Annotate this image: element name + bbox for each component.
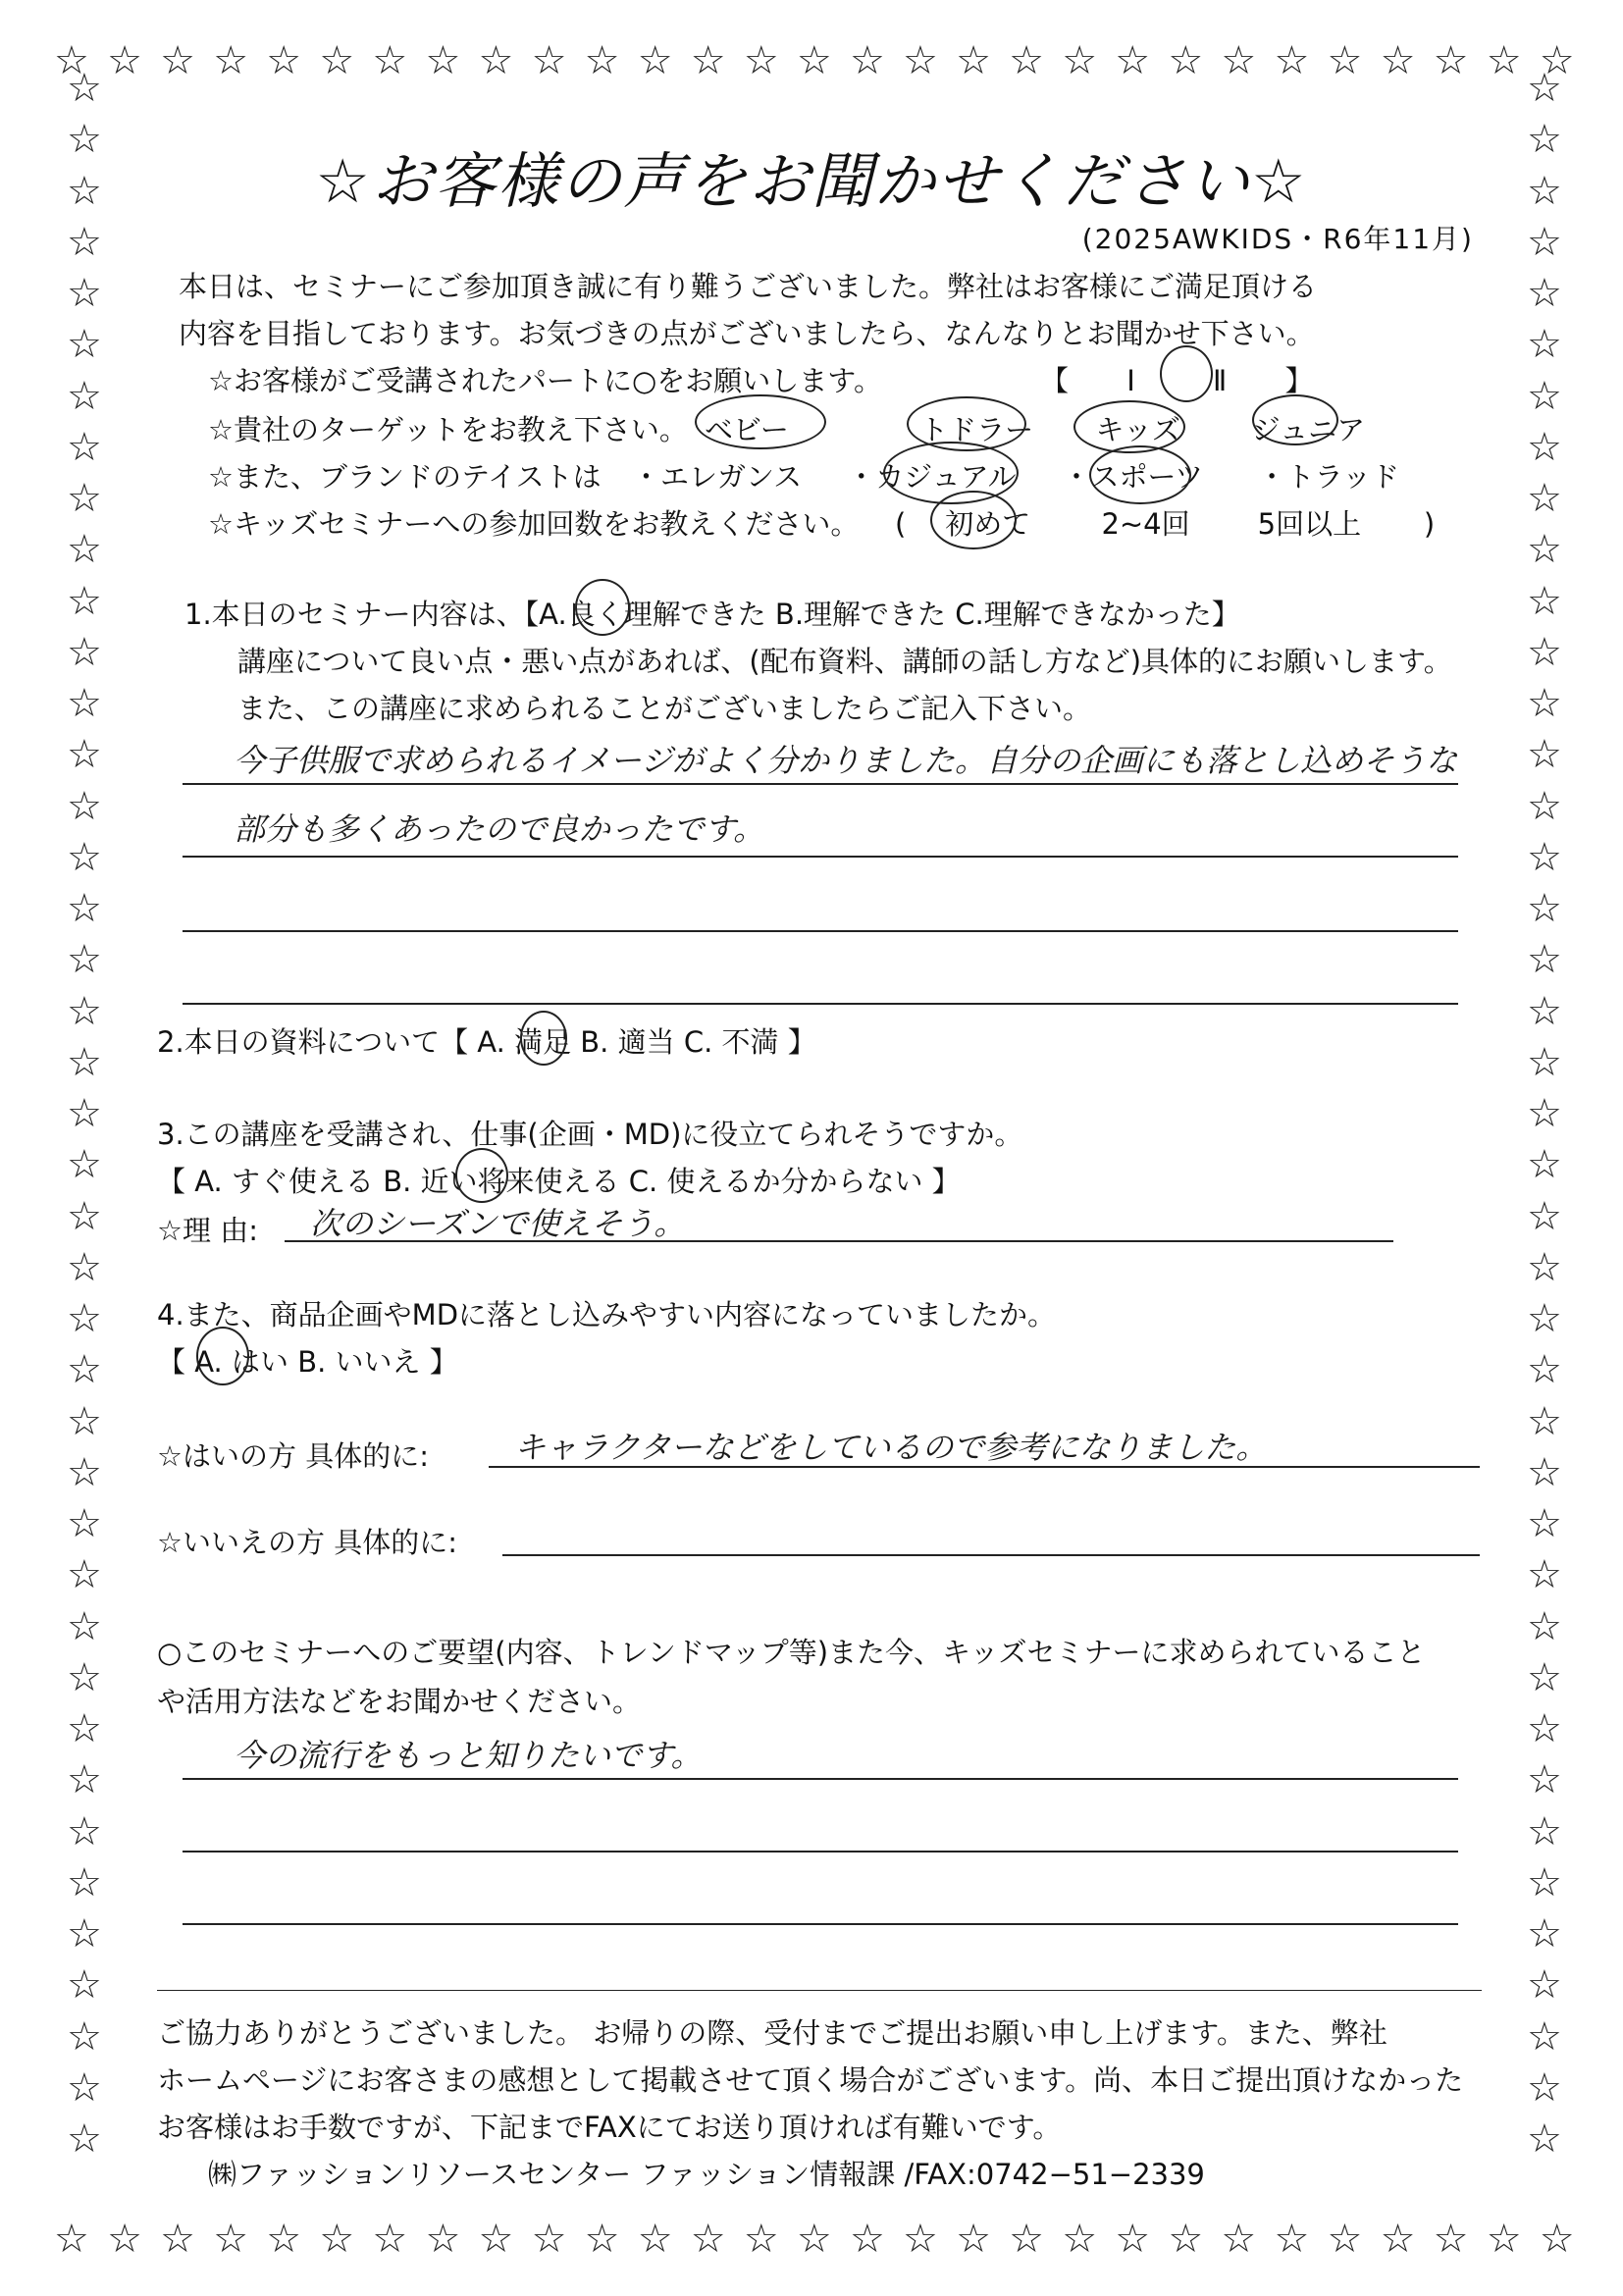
star-icon: ☆	[160, 2217, 195, 2262]
star-icon: ☆	[956, 2217, 991, 2262]
star-icon: ☆	[1327, 2217, 1363, 2262]
star-icon: ☆	[319, 2217, 355, 2262]
star-icon: ☆	[67, 1296, 102, 1341]
star-icon: ☆	[213, 38, 249, 83]
star-icon: ☆	[1527, 1808, 1562, 1854]
star-icon: ☆	[67, 2013, 102, 2060]
star-border-top	[54, 38, 1575, 83]
q1-line-2: 講座について良い点・悪い点があれば、(配布資料、講師の話し方など)具体的にお願いします。	[237, 645, 1452, 678]
selection-circle	[520, 1011, 567, 1066]
star-icon: ☆	[67, 578, 102, 624]
answer-line	[183, 1851, 1458, 1852]
star-icon: ☆	[67, 66, 102, 111]
star-icon: ☆	[743, 2217, 779, 2262]
star-icon: ☆	[1168, 2217, 1204, 2262]
selection-circle	[1252, 394, 1338, 445]
count-option-2-4[interactable]: 2~4回	[1101, 507, 1190, 541]
star-icon: ☆	[903, 2217, 938, 2262]
star-icon: ☆	[1539, 2217, 1575, 2262]
star-icon: ☆	[67, 322, 102, 368]
star-icon: ☆	[796, 2217, 832, 2262]
q3-question: 3.この講座を受講され、仕事(企画・MD)に役立てられそうですか。	[157, 1118, 1023, 1151]
answer-line	[183, 1003, 1458, 1005]
star-icon: ☆	[584, 2217, 620, 2262]
answer-line	[502, 1554, 1480, 1556]
star-icon: ☆	[67, 1706, 102, 1751]
star-icon: ☆	[1527, 1347, 1562, 1393]
star-icon: ☆	[67, 1654, 102, 1700]
q1-answer-1[interactable]: 今子供服で求められるイメージがよく分かりました。自分の企画にも落とし込めそうな	[234, 742, 1458, 779]
star-icon: ☆	[372, 2217, 408, 2262]
star-icon: ☆	[67, 629, 102, 675]
star-icon: ☆	[1380, 2217, 1416, 2262]
star-icon: ☆	[1527, 1654, 1562, 1700]
star-icon: ☆	[67, 834, 102, 880]
star-icon: ☆	[67, 1911, 102, 1957]
star-icon: ☆	[425, 38, 461, 83]
star-icon: ☆	[849, 38, 885, 83]
star-icon: ☆	[1527, 527, 1562, 573]
footer-line-3: お客様はお手数ですが、下記までFAXにてお送り頂ければ有難いです。	[157, 2111, 1062, 2144]
star-border-left	[67, 66, 102, 2162]
star-border-bottom	[54, 2217, 1575, 2262]
star-icon: ☆	[1527, 783, 1562, 829]
star-icon: ☆	[1221, 38, 1257, 83]
selection-circle	[196, 1327, 249, 1385]
star-icon: ☆	[1527, 2116, 1562, 2162]
star-icon: ☆	[67, 1347, 102, 1393]
q3-reason-label: ☆理 由:	[157, 1214, 258, 1247]
star-icon: ☆	[1527, 1962, 1562, 2009]
star-icon: ☆	[1527, 1501, 1562, 1546]
q4-question: 4.また、商品企画やMDに落とし込みやすい内容になっていましたか。	[157, 1298, 1057, 1331]
bracket-open: 【	[1040, 364, 1070, 397]
star-icon: ☆	[67, 937, 102, 983]
star-icon: ☆	[1527, 271, 1562, 316]
q3-reason-answer[interactable]: 次のシーズンで使えそう。	[310, 1205, 686, 1242]
star-icon: ☆	[67, 1859, 102, 1905]
star-icon: ☆	[796, 38, 832, 83]
star-icon: ☆	[1062, 38, 1098, 83]
star-icon: ☆	[1527, 937, 1562, 983]
star-icon: ☆	[107, 2217, 142, 2262]
star-icon: ☆	[1168, 38, 1204, 83]
star-icon: ☆	[266, 2217, 302, 2262]
star-icon: ☆	[67, 886, 102, 931]
star-icon: ☆	[1527, 629, 1562, 675]
star-icon: ☆	[1527, 681, 1562, 726]
request-line-2: や活用方法などをお聞かせください。	[157, 1685, 642, 1718]
star-icon: ☆	[1527, 322, 1562, 368]
request-line-1: ○このセミナーへのご要望(内容、トレンドマップ等)また今、キッズセミナーに求められていること	[157, 1636, 1426, 1669]
paren-open: (	[895, 507, 907, 541]
star-icon: ☆	[1527, 1039, 1562, 1085]
star-icon: ☆	[1539, 38, 1575, 83]
star-icon: ☆	[1527, 1603, 1562, 1649]
target-option-junior[interactable]: ジュニア	[1251, 413, 1366, 446]
star-icon: ☆	[1527, 476, 1562, 521]
star-icon: ☆	[67, 373, 102, 419]
answer-line	[183, 783, 1458, 785]
star-icon: ☆	[1527, 2013, 1562, 2060]
part-option-1[interactable]: Ⅰ	[1126, 364, 1135, 397]
star-icon: ☆	[67, 168, 102, 214]
q4-options: 【 A. はい B. いいえ 】	[157, 1345, 458, 1379]
target-option-toddler[interactable]: トドラー	[919, 413, 1034, 446]
star-icon: ☆	[1527, 1091, 1562, 1136]
count-option-5plus[interactable]: 5回以上	[1257, 507, 1362, 541]
selection-circle	[455, 1148, 508, 1203]
answer-line	[489, 1466, 1480, 1468]
q4-yes-label: ☆はいの方 具体的に:	[157, 1439, 429, 1473]
star-icon: ☆	[107, 38, 142, 83]
star-icon: ☆	[1527, 578, 1562, 624]
star-icon: ☆	[67, 1603, 102, 1649]
taste-option-elegance[interactable]: ・エレガンス	[632, 460, 803, 494]
star-icon: ☆	[743, 38, 779, 83]
star-icon: ☆	[1527, 117, 1562, 163]
target-prompt: ☆貴社のターゲットをお教え下さい。	[208, 413, 688, 446]
star-icon: ☆	[1327, 38, 1363, 83]
star-icon: ☆	[67, 1808, 102, 1854]
star-icon: ☆	[1433, 38, 1469, 83]
star-icon: ☆	[1486, 2217, 1522, 2262]
star-icon: ☆	[1527, 1398, 1562, 1444]
star-icon: ☆	[1527, 732, 1562, 778]
answer-line	[285, 1240, 1393, 1242]
star-icon: ☆	[67, 271, 102, 316]
star-icon: ☆	[67, 219, 102, 265]
star-icon: ☆	[1527, 1911, 1562, 1957]
star-icon: ☆	[425, 2217, 461, 2262]
taste-option-casual[interactable]: ・カジュアル	[847, 460, 1017, 494]
star-icon: ☆	[67, 1398, 102, 1444]
star-icon: ☆	[67, 117, 102, 163]
star-icon: ☆	[1527, 66, 1562, 111]
star-icon: ☆	[1009, 38, 1044, 83]
star-icon: ☆	[1115, 38, 1151, 83]
star-icon: ☆	[1274, 38, 1310, 83]
star-icon: ☆	[478, 38, 514, 83]
star-icon: ☆	[67, 783, 102, 829]
star-icon: ☆	[1527, 1552, 1562, 1598]
star-icon: ☆	[531, 2217, 567, 2262]
taste-prompt: ☆また、ブランドのテイストは	[208, 460, 602, 494]
q1-question: 1.本日のセミナー内容は、【A.良く理解できた B.理解できた C.理解できなかった】	[184, 598, 1240, 631]
answer-line	[183, 856, 1458, 858]
survey-title: ☆お客様の声をお聞かせください☆	[315, 145, 1308, 217]
star-icon: ☆	[67, 527, 102, 573]
q1-answer-2[interactable]: 部分も多くあったので良かったです。	[234, 810, 765, 848]
count-option-first[interactable]: 初めて	[945, 507, 1031, 541]
star-icon: ☆	[67, 2064, 102, 2111]
selection-circle	[1089, 445, 1191, 504]
answer-line	[183, 1778, 1458, 1780]
edition-label: (2025AWKIDS・R6年11月)	[1081, 223, 1474, 255]
selection-circle	[695, 394, 826, 449]
star-icon: ☆	[1274, 2217, 1310, 2262]
star-icon: ☆	[67, 1552, 102, 1598]
star-icon: ☆	[1527, 1706, 1562, 1751]
star-icon: ☆	[1221, 2217, 1257, 2262]
star-icon: ☆	[67, 1501, 102, 1546]
star-icon: ☆	[1380, 38, 1416, 83]
q2-question: 2.本日の資料について【 A. 満足 B. 適当 C. 不満 】	[157, 1025, 816, 1059]
star-icon: ☆	[67, 2116, 102, 2162]
star-icon: ☆	[319, 38, 355, 83]
star-icon: ☆	[266, 38, 302, 83]
q3-options: 【 A. すぐ使える B. 近い将来使える C. 使えるか分からない 】	[157, 1165, 961, 1198]
target-option-kids[interactable]: キッズ	[1095, 413, 1180, 446]
star-icon: ☆	[1527, 1757, 1562, 1803]
q1-line-3: また、この講座に求められることがございましたらご記入下さい。	[237, 692, 1092, 725]
star-icon: ☆	[67, 424, 102, 470]
footer-divider	[157, 1990, 1482, 1991]
star-icon: ☆	[690, 2217, 726, 2262]
answer-line	[183, 1923, 1458, 1925]
star-icon: ☆	[849, 2217, 885, 2262]
footer-company: ㈱ファッションリソースセンター ファッション情報課 /FAX:0742−51−2339	[208, 2158, 1205, 2191]
star-icon: ☆	[54, 2217, 89, 2262]
target-option-baby[interactable]: ベビー	[705, 413, 789, 446]
star-icon: ☆	[67, 1142, 102, 1188]
star-icon: ☆	[54, 38, 89, 83]
star-icon: ☆	[1527, 1193, 1562, 1239]
selection-circle	[930, 491, 1017, 549]
star-icon: ☆	[1009, 2217, 1044, 2262]
star-icon: ☆	[1527, 1142, 1562, 1188]
star-icon: ☆	[584, 38, 620, 83]
star-icon: ☆	[956, 38, 991, 83]
star-icon: ☆	[478, 2217, 514, 2262]
star-icon: ☆	[1062, 2217, 1098, 2262]
q4-yes-answer[interactable]: キャラクターなどをしているので参考になりました。	[514, 1429, 1268, 1466]
star-icon: ☆	[67, 1962, 102, 2009]
star-icon: ☆	[213, 2217, 249, 2262]
selection-circle	[575, 579, 630, 636]
star-icon: ☆	[1527, 1296, 1562, 1341]
star-icon: ☆	[1527, 1859, 1562, 1905]
part-prompt: ☆お客様がご受講されたパートに○をお願いします。	[208, 364, 882, 397]
star-icon: ☆	[1527, 2064, 1562, 2111]
star-icon: ☆	[1115, 2217, 1151, 2262]
star-icon: ☆	[1433, 2217, 1469, 2262]
footer-line-1: ご協力ありがとうございました。 お帰りの際、受付までご提出お願い申し上げます。また、弊社	[157, 2016, 1387, 2050]
star-icon: ☆	[903, 38, 938, 83]
footer-line-2: ホームページにお客さまの感想として掲載させて頂く場合がございます。尚、本日ご提出頂けなかった	[157, 2063, 1464, 2097]
star-icon: ☆	[1527, 988, 1562, 1034]
star-icon: ☆	[67, 681, 102, 726]
request-answer[interactable]: 今の流行をもっと知りたいです。	[234, 1737, 703, 1774]
star-icon: ☆	[1527, 168, 1562, 214]
intro-line-2: 内容を目指しております。お気づきの点がございましたら、なんなりとお聞かせ下さい。	[179, 317, 1315, 350]
star-icon: ☆	[67, 1449, 102, 1495]
star-icon: ☆	[372, 38, 408, 83]
star-icon: ☆	[1527, 1449, 1562, 1495]
star-icon: ☆	[67, 732, 102, 778]
star-icon: ☆	[637, 2217, 673, 2262]
star-icon: ☆	[1527, 1244, 1562, 1290]
intro-line-1: 本日は、セミナーにご参加頂き誠に有り難うございました。弊社はお客様にご満足頂ける	[179, 270, 1318, 303]
star-icon: ☆	[67, 1757, 102, 1803]
star-icon: ☆	[67, 1039, 102, 1085]
star-icon: ☆	[67, 476, 102, 521]
paren-close: )	[1423, 507, 1436, 541]
star-icon: ☆	[1527, 424, 1562, 470]
star-icon: ☆	[690, 38, 726, 83]
q4-no-label: ☆いいえの方 具体的に:	[157, 1526, 457, 1559]
star-icon: ☆	[1486, 38, 1522, 83]
star-icon: ☆	[1527, 834, 1562, 880]
taste-option-sports[interactable]: ・スポーツ	[1062, 460, 1204, 494]
star-icon: ☆	[67, 988, 102, 1034]
taste-option-trad[interactable]: ・トラッド	[1257, 460, 1400, 494]
star-icon: ☆	[1527, 219, 1562, 265]
star-icon: ☆	[67, 1244, 102, 1290]
star-border-right	[1527, 66, 1562, 2162]
answer-line	[183, 930, 1458, 932]
count-prompt: ☆キッズセミナーへの参加回数をお教えください。	[208, 507, 860, 541]
selection-circle	[1160, 345, 1213, 402]
star-icon: ☆	[1527, 373, 1562, 419]
part-option-2[interactable]: Ⅱ	[1213, 364, 1228, 397]
star-icon: ☆	[637, 38, 673, 83]
bracket-close: 】	[1284, 364, 1314, 397]
star-icon: ☆	[160, 38, 195, 83]
star-icon: ☆	[1527, 886, 1562, 931]
star-icon: ☆	[67, 1193, 102, 1239]
taste-options	[632, 455, 1415, 496]
star-icon: ☆	[531, 38, 567, 83]
star-icon: ☆	[67, 1091, 102, 1136]
